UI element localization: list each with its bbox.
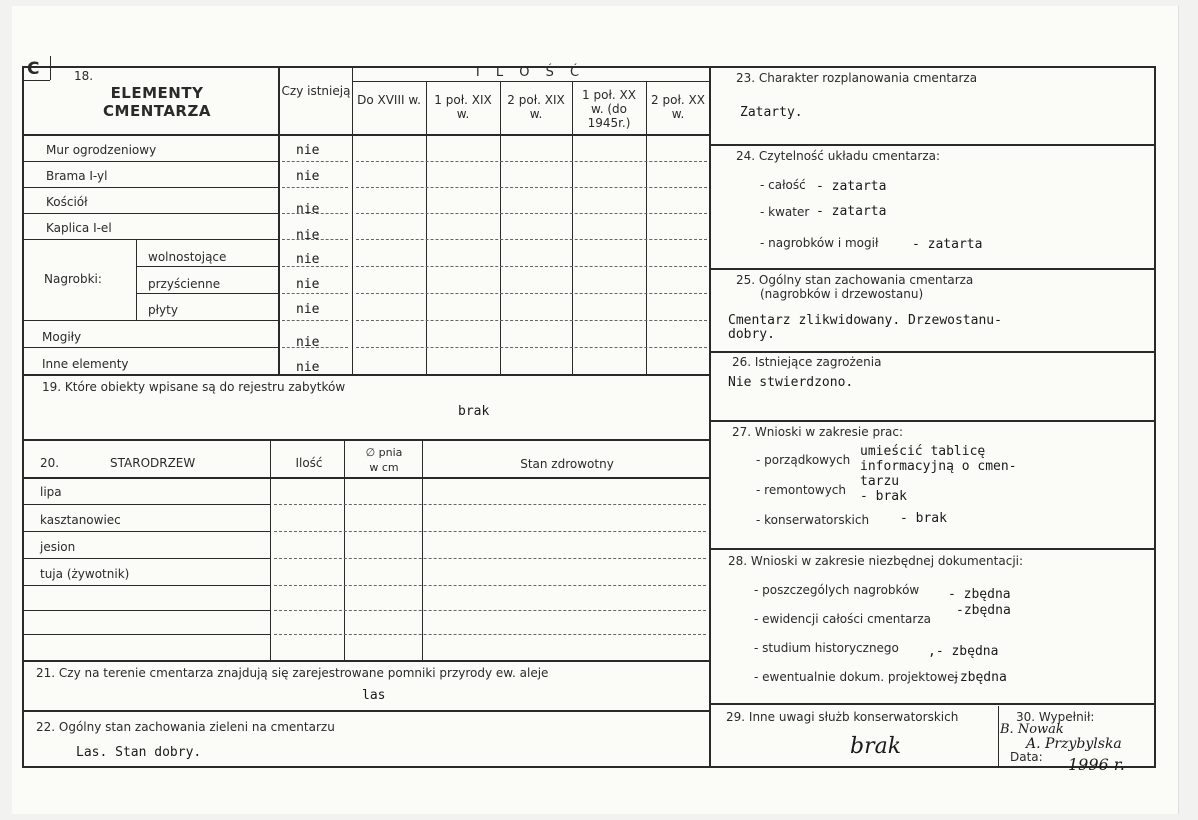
s18-row-value: nie bbox=[296, 169, 320, 184]
s22-value: Las. Stan dobry. bbox=[76, 745, 202, 760]
s20-row-label: jesion bbox=[40, 540, 76, 554]
s22-label: 22. Ogólny stan zachowania zieleni na cmentarzu bbox=[36, 720, 335, 734]
s25-label-1: 25. Ogólny stan zachowania cmentarza bbox=[736, 273, 974, 287]
s27-item: - remontowych bbox=[756, 483, 846, 497]
s28-item-value: ,- zbędna bbox=[928, 644, 999, 659]
s24-item-value: - zatarta bbox=[912, 237, 983, 252]
s25-value-2: dobry. bbox=[728, 327, 775, 342]
s24-label: 24. Czytelność układu cmentarza: bbox=[736, 149, 941, 163]
s21-label: 21. Czy na terenie cmentarza znajdują się zarejestrowane pomniki przyrody ew. aleje bbox=[36, 666, 549, 680]
s30-date-value: 1996 r. bbox=[1068, 755, 1125, 774]
s18-ilosc-header: I L O Ś Ć bbox=[475, 65, 586, 80]
s30-name-2: A. Przybylska bbox=[1026, 736, 1122, 752]
s27-value-3: tarzu bbox=[860, 474, 900, 489]
s30-label: 30. Wypełnił: bbox=[1016, 710, 1095, 724]
s24-item-value: - zatarta bbox=[816, 179, 887, 194]
right-border bbox=[1154, 66, 1156, 768]
s18-col-1: Do XVIII w. bbox=[357, 93, 421, 107]
s18-row-value: nie bbox=[296, 143, 320, 158]
s28-item-value: - zbędna bbox=[948, 587, 1011, 602]
s27-value-5: - brak bbox=[900, 511, 947, 526]
s24-item-value: - zatarta bbox=[816, 204, 887, 219]
s18-row-label: Brama I-yl bbox=[46, 169, 108, 183]
s27-value-4: - brak bbox=[860, 489, 907, 504]
s28-label: 28. Wnioski w zakresie niezbędnej dokumentacji: bbox=[728, 554, 1024, 568]
s20-stan-header: Stan zdrowotny bbox=[520, 457, 614, 471]
s20-pnia-header-2: w cm bbox=[369, 461, 399, 474]
s28-item-label: - ewentualnie dokum. projektowej bbox=[754, 670, 958, 684]
s27-value-2: informacyjną o cmen- bbox=[860, 459, 1017, 474]
s20-row-label: tuja (żywotnik) bbox=[40, 567, 130, 581]
s24-item-label: - nagrobków i mogił bbox=[760, 236, 879, 250]
bottom-border bbox=[22, 766, 1156, 768]
s18-row-label: Kaplica I-el bbox=[46, 221, 112, 235]
s21-value: las bbox=[362, 688, 386, 703]
s20-row-label: lipa bbox=[40, 485, 62, 499]
s28-item-value: -zbędna bbox=[952, 670, 1007, 685]
s18-nagrobki-value: nie bbox=[296, 302, 320, 317]
s18-title-2: CMENTARZA bbox=[103, 102, 211, 120]
s18-row-value: nie bbox=[296, 202, 320, 217]
s26-label: 26. Istniejące zagrożenia bbox=[732, 355, 882, 369]
s27-item: - porządkowych bbox=[756, 453, 851, 467]
s25-label-2: (nagrobków i drzewostanu) bbox=[760, 287, 924, 301]
center-divider bbox=[709, 66, 711, 768]
s18-title-1: ELEMENTY bbox=[110, 84, 204, 102]
s27-value-1: umieścić tablicę bbox=[860, 444, 986, 459]
s28-item-label: - ewidencji całości cmentarza bbox=[754, 612, 931, 626]
s18-mogily-value: nie bbox=[296, 335, 320, 350]
s18-nagrobki-item: wolnostojące bbox=[148, 250, 227, 264]
s24-item-label: - całość bbox=[760, 178, 806, 192]
s18-col-3: 2 poł. XIX w. bbox=[507, 93, 565, 121]
s27-label: 27. Wnioski w zakresie prac: bbox=[732, 425, 904, 439]
s27-item: - konserwatorskich bbox=[756, 513, 870, 527]
s19-value: brak bbox=[458, 404, 490, 419]
inventory-card bbox=[12, 6, 1179, 814]
s20-pnia-header-1: ∅ pnia bbox=[365, 446, 403, 459]
s25-value-1: Cmentarz zlikwidowany. Drzewostanu- bbox=[728, 313, 1002, 328]
s28-item-label: - poszczególych nagrobków bbox=[754, 583, 920, 597]
left-border bbox=[22, 66, 24, 768]
s20-number: 20. bbox=[40, 456, 60, 470]
s30-date-label: Data: bbox=[1010, 750, 1043, 764]
s18-nagrobki-value: nie bbox=[296, 277, 320, 292]
s20-ilosc-header: Ilość bbox=[295, 456, 323, 470]
s28-item-value: -zbędna bbox=[956, 603, 1011, 618]
s18-nagrobki-value: nie bbox=[296, 252, 320, 267]
s18-inne-label: Inne elementy bbox=[42, 357, 129, 371]
s20-title: STARODRZEW bbox=[110, 456, 196, 470]
s18-col-4: 1 poł. XX w. (do 1945r.) bbox=[582, 88, 636, 130]
s24-item-label: - kwater bbox=[760, 205, 810, 219]
s18-row-value: nie bbox=[296, 228, 320, 243]
s18-inne-value: nie bbox=[296, 360, 320, 375]
s20-row-label: kasztanowiec bbox=[40, 513, 121, 527]
s18-mogily-label: Mogiły bbox=[42, 330, 82, 344]
s18-nagrobki-item: płyty bbox=[148, 303, 178, 317]
s18-row-label: Kościół bbox=[46, 195, 88, 209]
s18-nagrobki-label: Nagrobki: bbox=[44, 272, 102, 286]
s23-label: 23. Charakter rozplanowania cmentarza bbox=[736, 71, 978, 85]
s28-item-label: - studium historycznego bbox=[754, 641, 899, 655]
s18-col-5: 2 poł. XX w. bbox=[651, 93, 705, 121]
s19-label: 19. Które obiekty wpisane są do rejestru zabytków bbox=[42, 380, 346, 394]
s18-nagrobki-item: przyścienne bbox=[148, 277, 221, 291]
s18-number: 18. bbox=[74, 69, 94, 83]
s18-row-label: Mur ogrodzeniowy bbox=[46, 143, 157, 157]
section-letter: C bbox=[27, 59, 40, 79]
s29-value: brak bbox=[850, 734, 902, 759]
s18-col-2: 1 poł. XIX w. bbox=[434, 93, 492, 121]
s26-value: Nie stwierdzono. bbox=[728, 375, 854, 390]
s23-value: Zatarty. bbox=[740, 105, 803, 120]
s18-exists-header: Czy istnieją bbox=[281, 84, 351, 98]
s29-label: 29. Inne uwagi służb konserwatorskich bbox=[726, 710, 959, 724]
s30-name-1: B. Nowak bbox=[1000, 722, 1064, 737]
